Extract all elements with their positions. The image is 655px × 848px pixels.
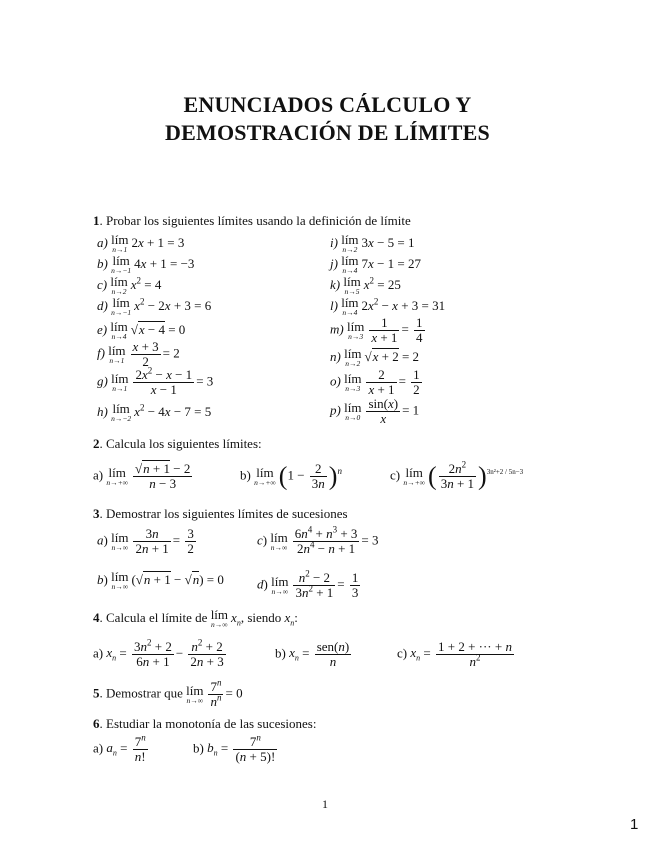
section-text: . Probar los siguientes límites usando la definición de límite (99, 213, 411, 228)
section-5-heading: 5. Demostrar que lím n→∞ $\frac{7^n}{n^n}$ = 0 (93, 677, 243, 709)
exercise-1d: d) lím n→−1 $x^2 - 2x + 3 = 6$ (97, 295, 212, 317)
exercise-1m: m) lím n→3 $\frac{1}{x + 1}$ = $\frac{1}{4}$ (330, 315, 423, 345)
exercise-4a: a) $x_n$ = $\frac{3n^2 + 2}{6n + 1}$ − $\frac{n^2 + 2}{2n + 3}$ (93, 637, 224, 669)
viewer-page-indicator: 1 (630, 816, 639, 833)
exercise-1f: f) lím n→1 $\frac{x + 3}{2}$ = 2 (97, 339, 180, 369)
exercise-2b: b) lím n→+∞ (1 − $\frac{2}{3n}$ )$^n$ (240, 461, 342, 491)
exercise-1n: n) lím n→2 √x + 2 = 2 (330, 346, 420, 368)
exercise-3b: b) lím n→∞ (√n + 1 − √n) = 0 (97, 569, 224, 591)
section-2-heading: 2. Calcula los siguientes límites: (93, 436, 262, 451)
exercise-3d: d) lím n→∞ $\frac{n^2 - 2}{3n^2 + 1}$ = $\frac{1}{3}$ (257, 568, 359, 600)
exercise-1o: o) lím n→3 $\frac{2}{x + 1}$ = $\frac{1}{2}$ (330, 367, 420, 397)
section-4-heading: 4. Calcula el límite de lím n→∞ $x_n$, siendo $x_n$: (93, 607, 298, 629)
section-6-heading: 6. Estudiar la monotonía de las sucesiones: (93, 716, 317, 731)
exercise-3c: c) lím n→∞ $\frac{6n^4 + n^3 + 3}{2n^4 - n + 1}$ = 3 (257, 524, 379, 556)
exercise-3a: a) lím n→∞ $\frac{3n}{2n + 1}$ = $\frac{3}{2}$ (97, 526, 194, 556)
exercise-1e: e) lím n→4 √x − 4 = 0 (97, 319, 186, 341)
exercise-1a: a) lím n→1 2x + 1 = 3 (97, 232, 185, 254)
exercise-2a: a) lím n→+∞ $\frac{√n + 1 - 2}{n - 3}$ (93, 461, 191, 491)
section-number: 1 (93, 213, 100, 228)
exercise-1h: h) lím n→−2 $x^2 - 4x - 7 = 5$ (97, 401, 212, 423)
exercise-1g: g) lím n→1 $\frac{2x^2 - x - 1}{x - 1}$ = 3 (97, 365, 214, 397)
exercise-1j: j) lím n→4 7x − 1 = 27 (330, 253, 421, 275)
exercise-6a: a) $a_n$ = $\frac{7^n}{n!}$ (93, 732, 146, 764)
exercise-1p: p) lím n→0 $\frac{\sin(x)}{x}$ = 1 (330, 396, 420, 426)
section-1-heading (93, 213, 411, 229)
exercise-1c: c) lím n→2 $x^2 = 4$ (97, 274, 162, 296)
section-3-heading: 3. Demostrar los siguientes límites de sucesiones (93, 506, 348, 521)
exercise-4b: b) $x_n$ = $\frac{\text{sen(n)}}{n}$ (275, 639, 350, 669)
document-title-line-1: ENUNCIADOS CÁLCULO Y (183, 92, 472, 117)
exercise-4c: c) $x_n$ = $\frac{1 + 2 + \cdot\cdot\cdot + n}{n^2}$ (397, 639, 512, 669)
document-title-line-2: DEMOSTRACIÓN DE LÍMITES (165, 120, 490, 145)
exercise-1l: l) lím n→4 $2x^2 - x + 3 = 31$ (330, 295, 446, 317)
exercise-1k: k) lím n→5 $x^2 = 25$ (330, 274, 401, 296)
exercise-1b: b) lím n→−1 4x + 1 = −3 (97, 253, 195, 275)
exercise-1i: i) lím n→2 3x − 5 = 1 (330, 232, 415, 254)
exercise-6b: b) $b_n$ = $\frac{7^n}{(n + 5)!}$ (193, 732, 276, 764)
page-number: 1 (322, 797, 328, 811)
exercise-2c: c) lím n→+∞ ( $\frac{2n^2}{3n + 1}$ )$^{3n^2+2 / 5n-3}$ (390, 459, 524, 491)
